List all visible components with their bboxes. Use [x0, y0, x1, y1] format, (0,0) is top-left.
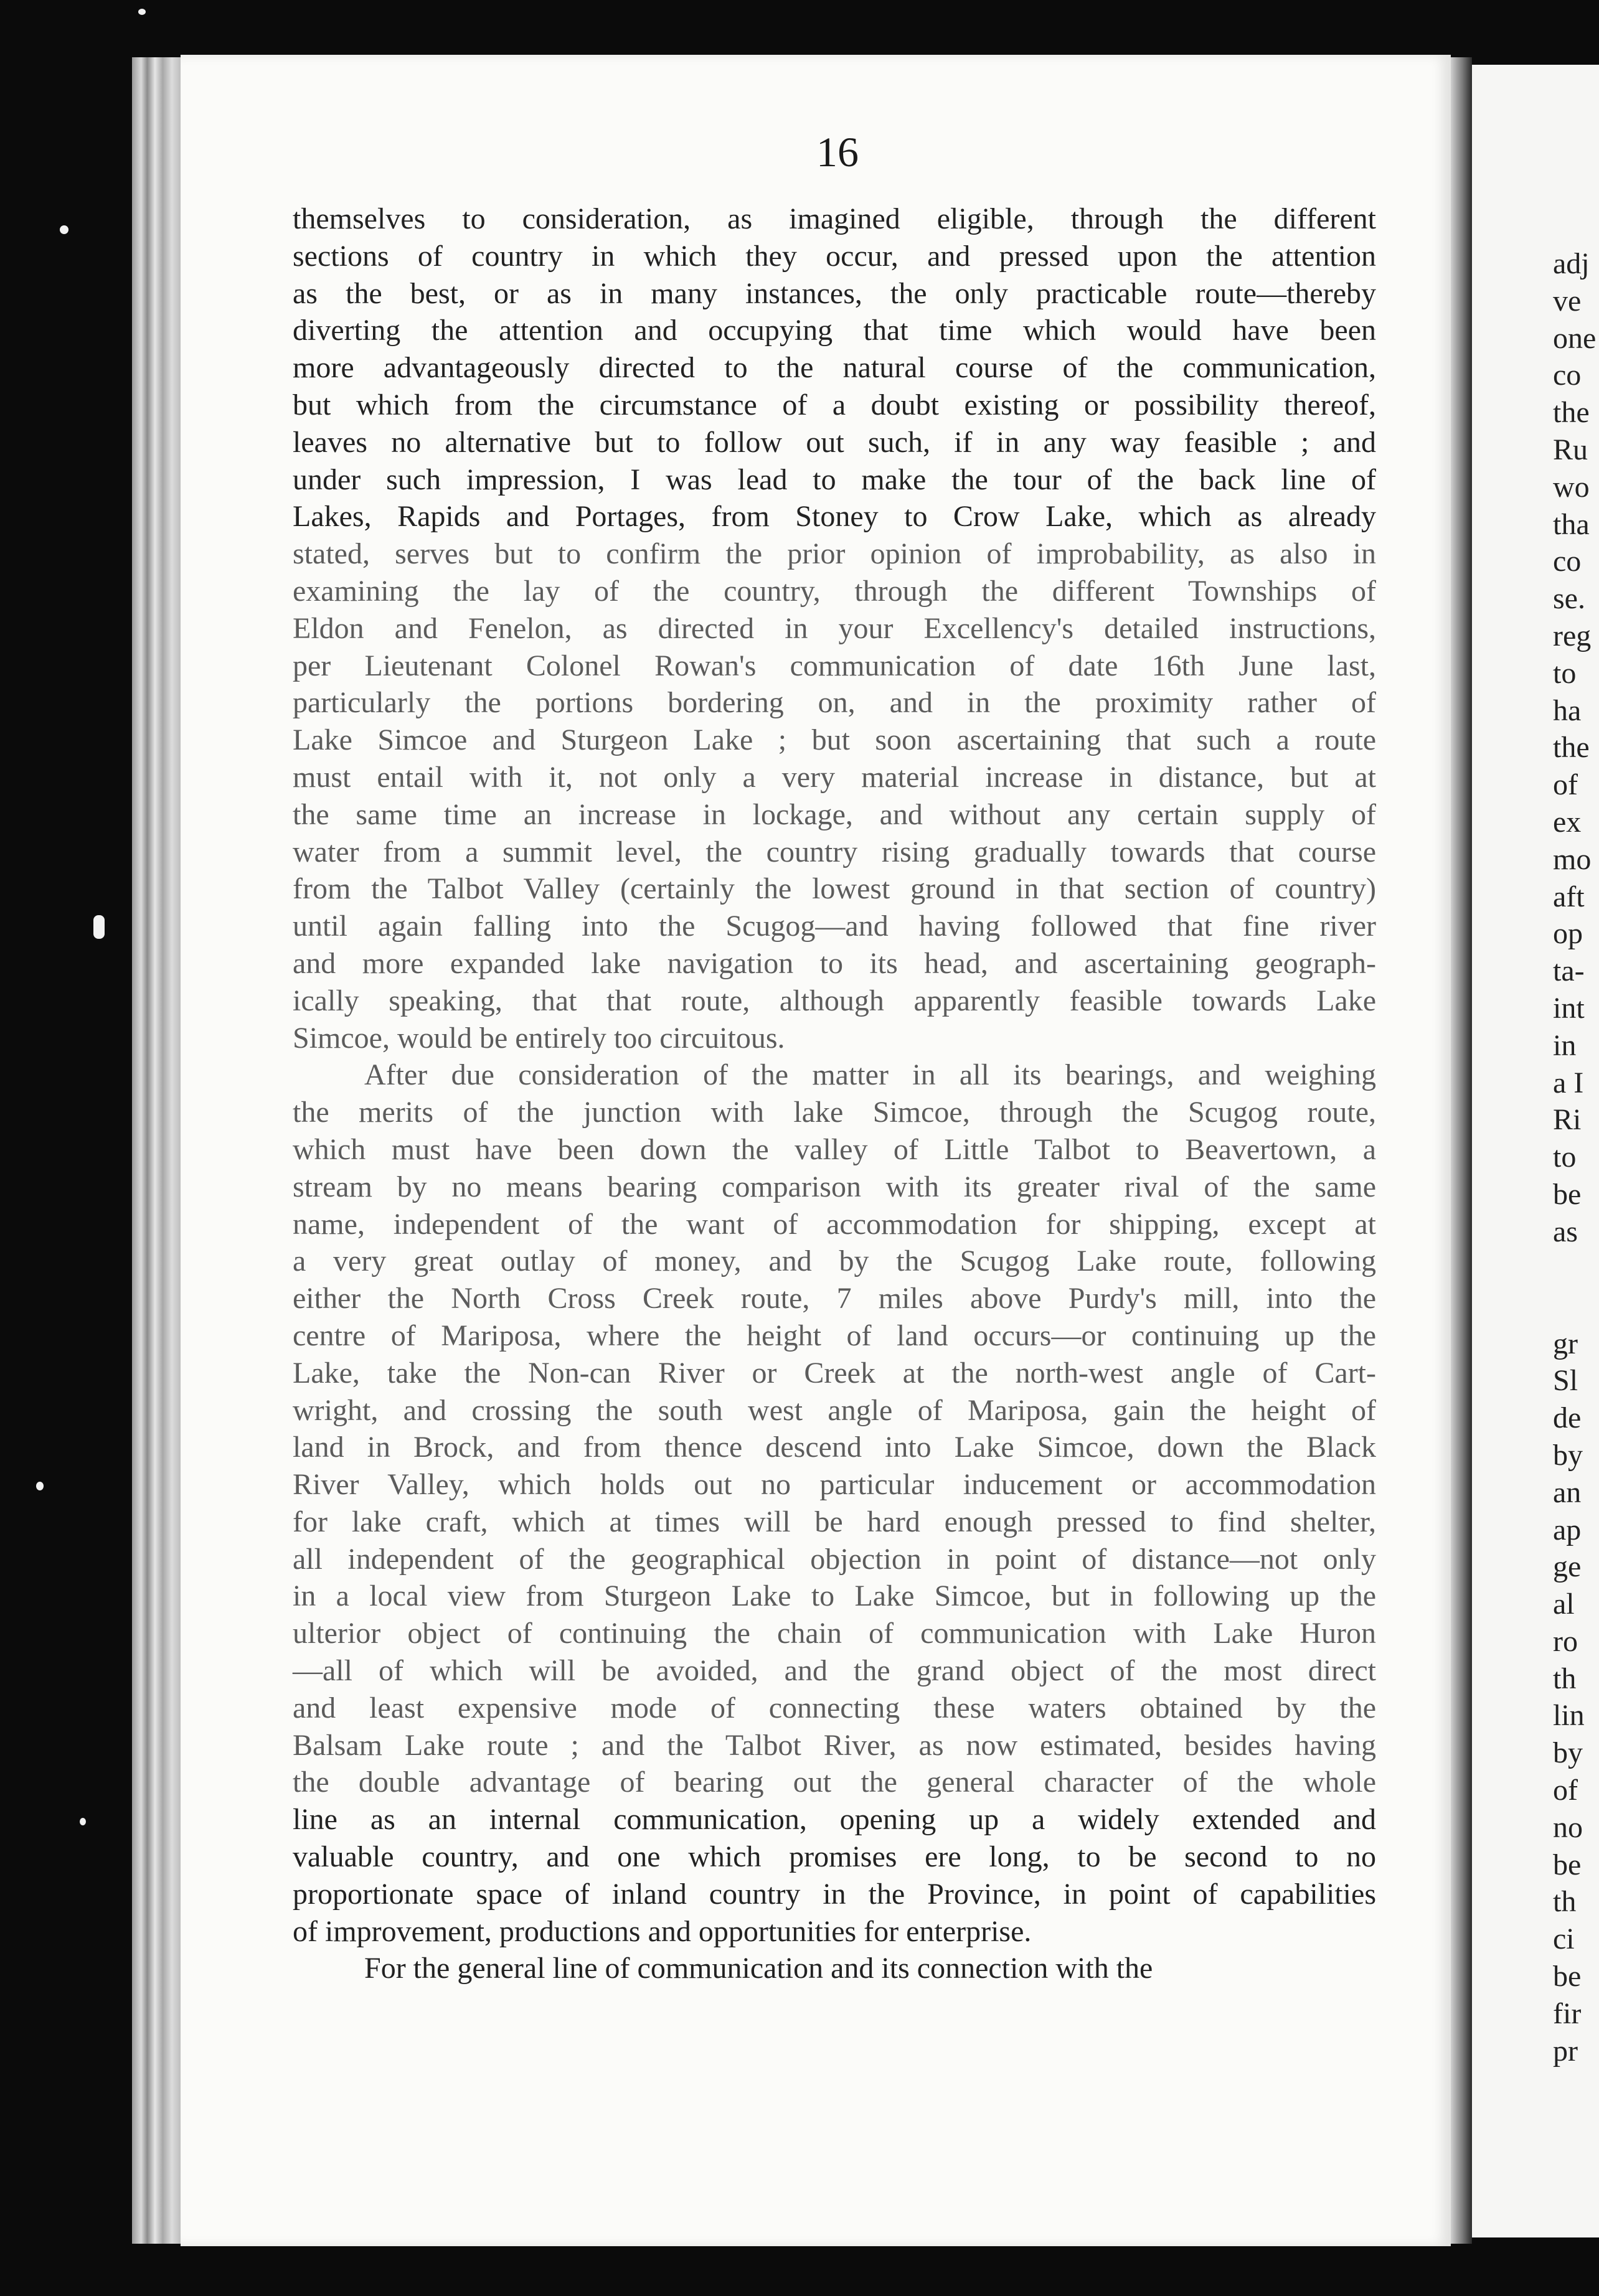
facing-page-fragment: al [1553, 1588, 1575, 1621]
text-line: diverting the attention and occupying that time which would have been [293, 314, 1376, 347]
facing-page-fragment: be [1553, 1177, 1582, 1211]
facing-page-fragment: lin [1553, 1699, 1585, 1733]
facing-page-fragment: adj [1553, 247, 1590, 280]
page-body-text [293, 200, 1376, 1987]
text-line: River Valley, which holds out no particular inducement or accommodation [293, 1468, 1376, 1502]
text-line: must entail with it, not only a very material increase in distance, but at [293, 760, 1376, 794]
facing-page-text [1472, 245, 1599, 2069]
facing-page-fragment: ci [1553, 1922, 1575, 1956]
facing-page-fragment: reg [1553, 619, 1592, 652]
facing-page-fragment: be [1553, 1960, 1582, 1993]
facing-page-fragment: in [1553, 1028, 1577, 1062]
text-line: which must have been down the valley of Little Talbot to Beavertown, a [293, 1132, 1376, 1166]
facing-page-fragment: Ru [1553, 433, 1588, 466]
page-gutter [1451, 57, 1472, 2244]
text-line: Balsam Lake route ; and the Talbot River, as now estimated, besides having [293, 1728, 1376, 1762]
facing-page-fragment: ta- [1553, 954, 1585, 988]
text-line: the merits of the junction with lake Simcoe, through the Scugog route, [293, 1096, 1376, 1129]
text-line: wright, and crossing the south west angle of Mariposa, gain the height of [293, 1393, 1376, 1427]
facing-page-fragment: by [1553, 1736, 1583, 1770]
text-line: but which from the circumstance of a doubt existing or possibility thereof, [293, 388, 1376, 421]
text-line: until again falling into the Scugog—and having followed that fine river [293, 910, 1376, 943]
facing-page-fragment: by [1553, 1438, 1583, 1472]
text-line: Lake, take the Non-can River or Creek at the north-west angle of Cart- [293, 1356, 1376, 1390]
text-line: per Lieutenant Colonel Rowan's communication of date 16th June last, [293, 649, 1376, 682]
text-line: the double advantage of bearing out the general character of the whole [293, 1766, 1376, 1799]
text-line: Lakes, Rapids and Portages, from Stoney to Crow Lake, which as already [293, 500, 1376, 534]
text-line: —all of which will be avoided, and the grand object of the most direct [293, 1654, 1376, 1688]
text-line: water from a summit level, the country rising gradually towards that course [293, 835, 1376, 868]
facing-page-fragment: Ri [1553, 1103, 1582, 1137]
text-line: in a local view from Sturgeon Lake to Lake Simcoe, but in following up the [293, 1579, 1376, 1613]
facing-page-fragment: wo [1553, 470, 1590, 504]
scan-speck [80, 1818, 86, 1825]
facing-page-fragment: a I [1553, 1066, 1584, 1099]
text-line: examining the lay of the country, through the different Townships of [293, 574, 1376, 608]
text-line: more advantageously directed to the natural course of the communication, [293, 351, 1376, 385]
text-line: valuable country, and one which promises ere long, to be second to no [293, 1840, 1376, 1874]
facing-page-fragment: th [1553, 1885, 1577, 1919]
text-line: the same time an increase in lockage, and without any certain supply of [293, 797, 1376, 831]
facing-page-fragment: ha [1553, 694, 1582, 727]
facing-page-fragment: co [1553, 359, 1582, 392]
facing-page-fragment: op [1553, 917, 1583, 951]
scan-speck [93, 915, 105, 939]
facing-page-fragment: one [1553, 321, 1597, 355]
text-line: all independent of the geographical objection in point of distance—not only [293, 1542, 1376, 1576]
facing-page-fragment: ve [1553, 284, 1582, 318]
text-line: under such impression, I was lead to make the tour of the back line of [293, 463, 1376, 496]
text-line: stated, serves but to confirm the prior opinion of improbability, as also in [293, 537, 1376, 571]
text-line: ulterior object of continuing the chain of communication with Lake Huron [293, 1617, 1376, 1650]
text-line: themselves to consideration, as imagined eligible, through the different [293, 202, 1376, 235]
facing-page-fragment: int [1553, 991, 1585, 1025]
text-line: a very great outlay of money, and by the Scugog Lake route, following [293, 1244, 1376, 1278]
facing-page-fragment: ex [1553, 805, 1582, 839]
facing-page-fragment: an [1553, 1475, 1582, 1509]
text-line: For the general line of communication and its connection with the [364, 1952, 1153, 1985]
text-line: Lake Simcoe and Sturgeon Lake ; but soon ascertaining that such a route [293, 723, 1376, 757]
text-line: and least expensive mode of connecting these waters obtained by the [293, 1691, 1376, 1724]
text-line: ically speaking, that that route, although apparently feasible towards Lake [293, 984, 1376, 1017]
text-line: line as an internal communication, opening up a widely extended and [293, 1803, 1376, 1837]
facing-page-fragment: ap [1553, 1513, 1582, 1546]
scan-speck [60, 225, 68, 234]
facing-page-fragment: to [1553, 1141, 1577, 1174]
facing-page-fragment: to [1553, 656, 1577, 690]
text-line: centre of Mariposa, where the height of land occurs—or continuing up the [293, 1319, 1376, 1352]
facing-page-fragment: aft [1553, 880, 1585, 913]
facing-page-fragment: of [1553, 768, 1578, 802]
facing-page-fragment: gr [1553, 1327, 1578, 1360]
text-line: and more expanded lake navigation to its head, and ascertaining geograph- [293, 946, 1376, 980]
facing-page-edge [1472, 65, 1599, 2237]
facing-page-fragment: of [1553, 1774, 1578, 1807]
facing-page-fragment: ro [1553, 1624, 1578, 1658]
facing-page-fragment: no [1553, 1810, 1583, 1844]
facing-page-fragment: ge [1553, 1550, 1582, 1584]
facing-page-fragment: the [1553, 731, 1590, 765]
text-line: from the Talbot Valley (certainly the lowest ground in that section of country) [293, 872, 1376, 906]
text-line: After due consideration of the matter in all its bearings, and weighing [364, 1058, 1376, 1092]
scan-speck [36, 1482, 44, 1490]
page-number: 16 [816, 128, 859, 176]
text-line: leaves no alternative but to follow out such, if in any way feasible ; and [293, 425, 1376, 459]
text-line: either the North Cross Creek route, 7 miles above Purdy's mill, into the [293, 1282, 1376, 1315]
facing-page-fragment: de [1553, 1401, 1582, 1435]
facing-page-fragment: se. [1553, 582, 1585, 616]
text-line: for lake craft, which at times will be hard enough pressed to find shelter, [293, 1505, 1376, 1538]
text-line: Simcoe, would be entirely too circuitous. [293, 1021, 785, 1055]
scan-speck [138, 9, 146, 15]
facing-page-fragment: co [1553, 545, 1582, 578]
facing-page-fragment: th [1553, 1662, 1577, 1695]
facing-page-fragment: mo [1553, 842, 1592, 876]
facing-page-fragment: the [1553, 396, 1590, 430]
facing-page-fragment: fir [1553, 1997, 1582, 2030]
text-line: name, independent of the want of accommodation for shipping, except at [293, 1207, 1376, 1241]
text-line: sections of country in which they occur, and pressed upon the attention [293, 239, 1376, 273]
text-line: Eldon and Fenelon, as directed in your Excellency's detailed instructions, [293, 611, 1376, 645]
text-line: land in Brock, and from thence descend into Lake Simcoe, down the Black [293, 1431, 1376, 1464]
text-line: of improvement, productions and opportunities for enterprise. [293, 1914, 1032, 1948]
text-line: as the best, or as in many instances, the only practicable route—thereby [293, 276, 1376, 310]
text-line: particularly the portions bordering on, and in the proximity rather of [293, 686, 1376, 720]
facing-page-fragment: tha [1553, 507, 1590, 541]
book-spine-edge [132, 57, 183, 2244]
facing-page-fragment: Sl [1553, 1364, 1578, 1398]
facing-page-fragment: as [1553, 1215, 1578, 1248]
facing-page-fragment: pr [1553, 2034, 1578, 2068]
text-line: proportionate space of inland country in the Province, in point of capabilities [293, 1877, 1376, 1911]
text-line: stream by no means bearing comparison with its greater rival of the same [293, 1170, 1376, 1203]
facing-page-fragment: be [1553, 1848, 1582, 1881]
